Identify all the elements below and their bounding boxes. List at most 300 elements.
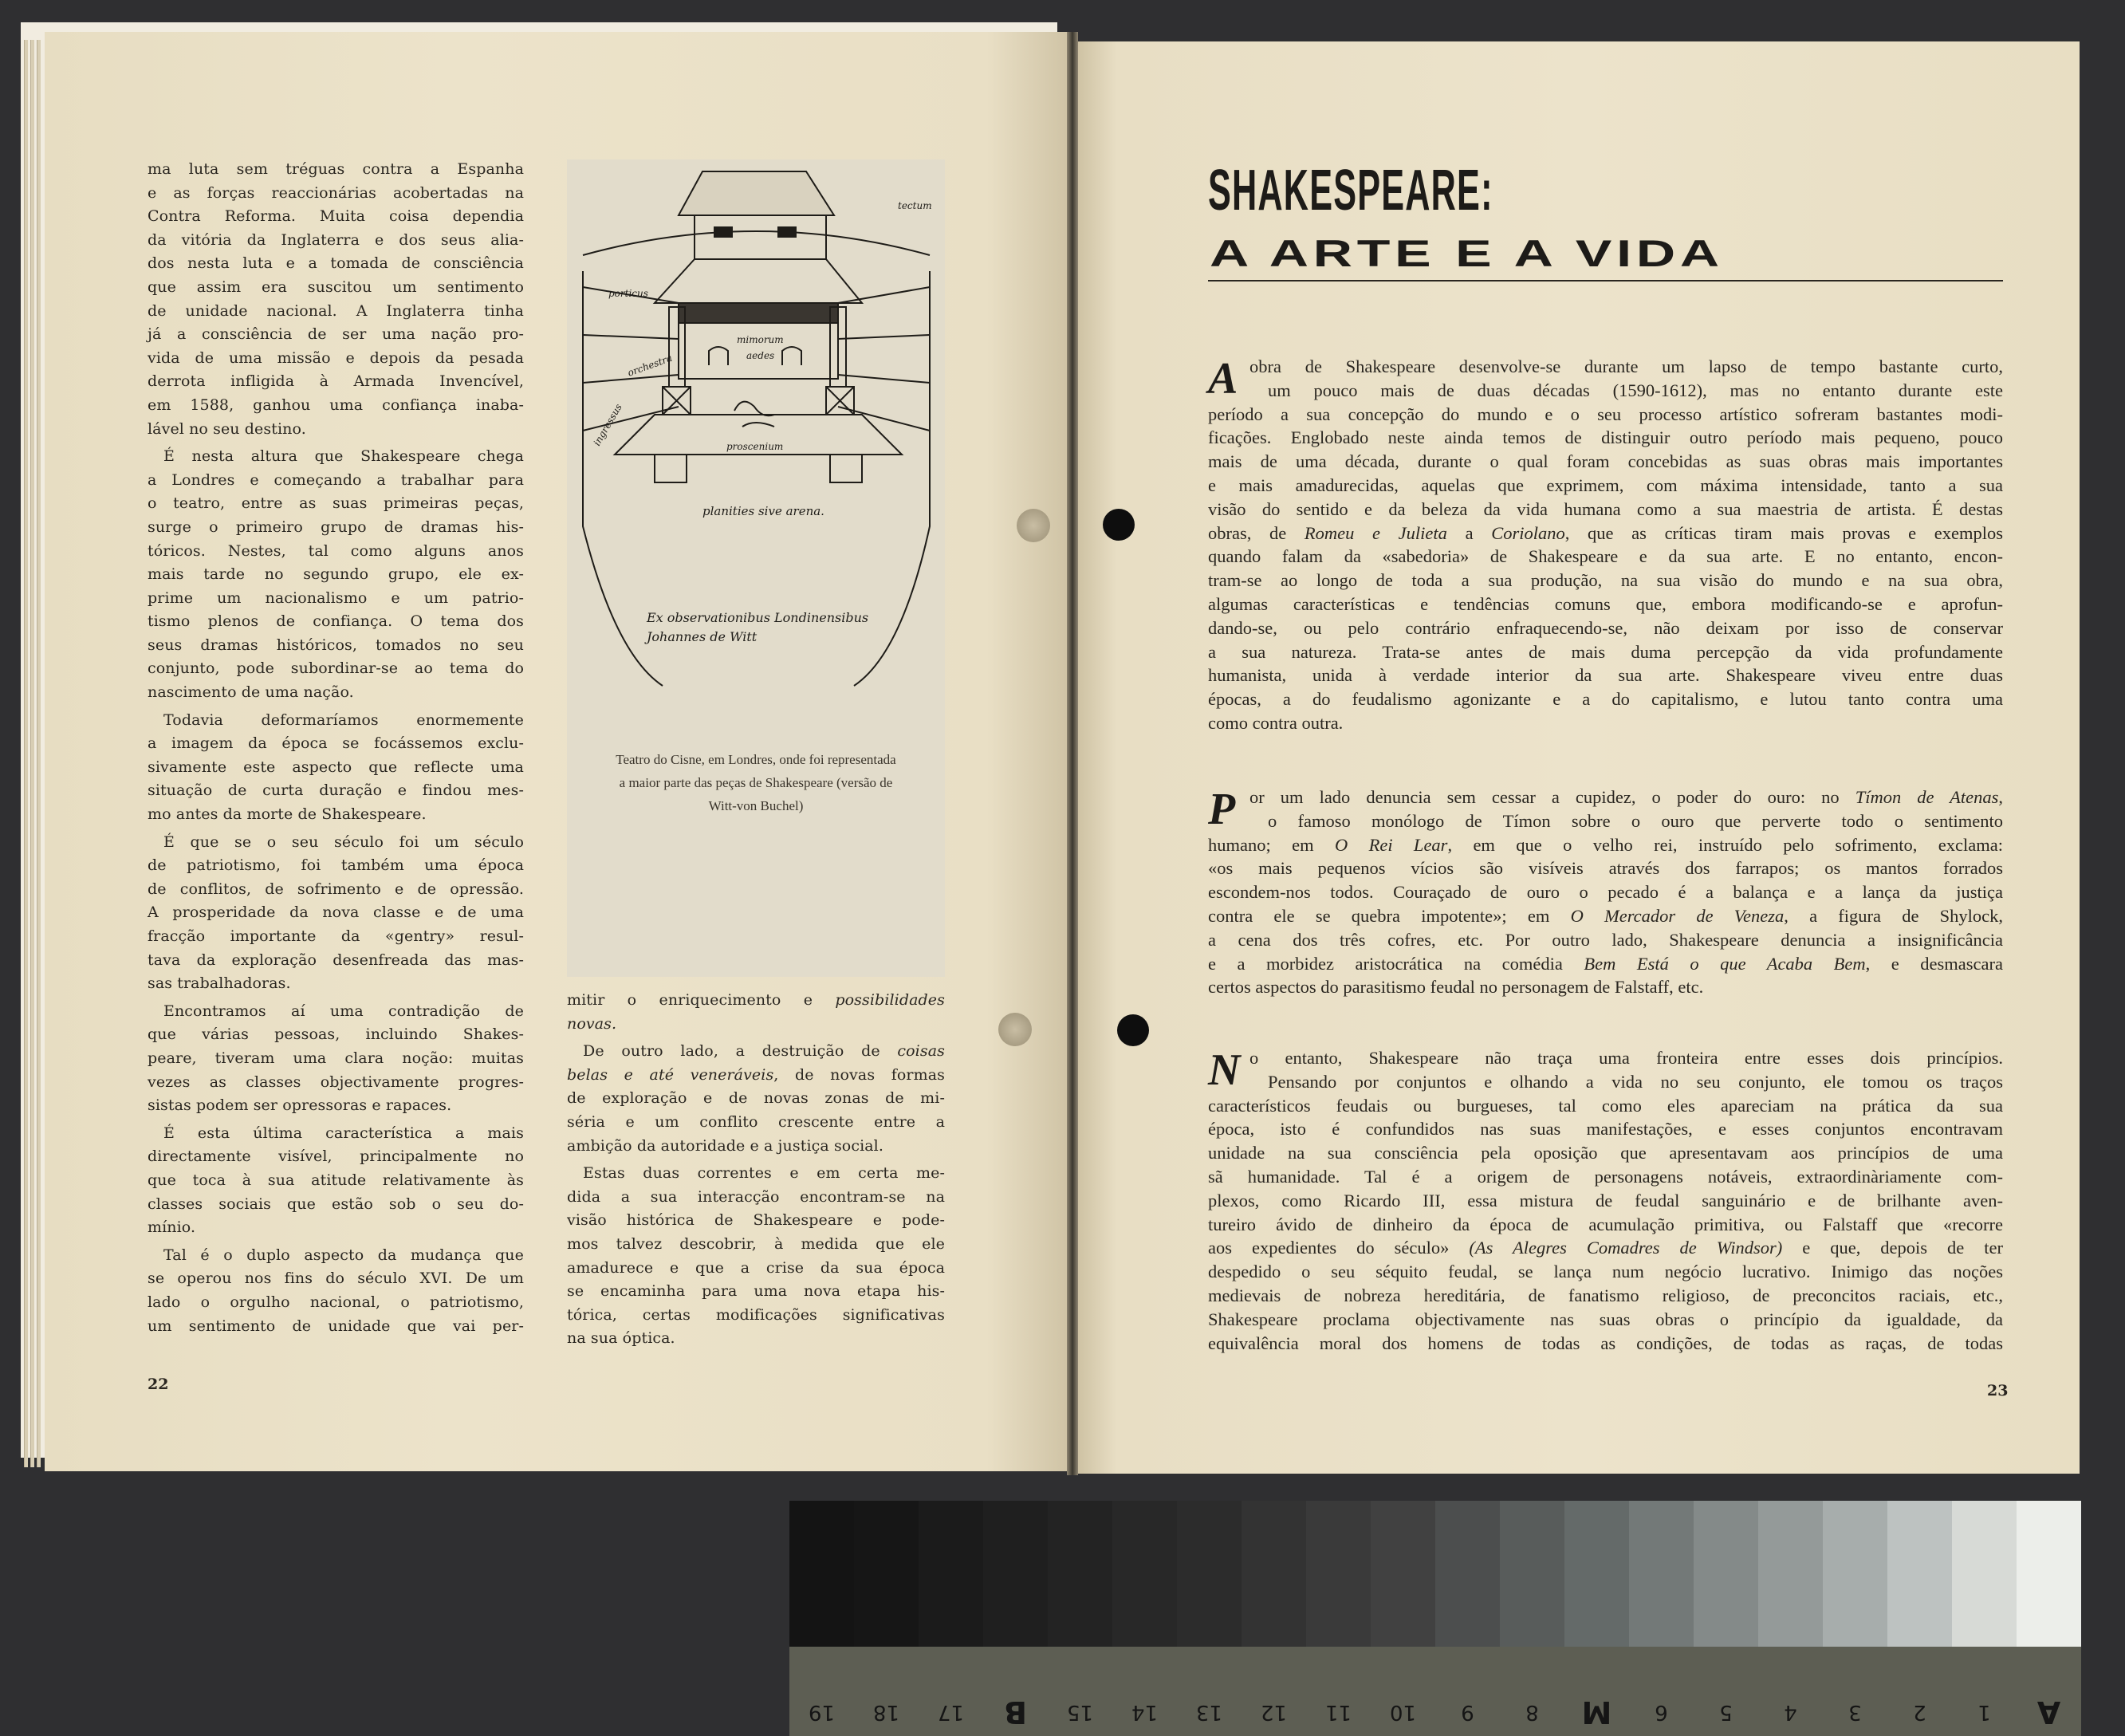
text-line <box>1208 1189 2003 1213</box>
text-line <box>148 1071 524 1095</box>
patch-label: 18 <box>872 1700 900 1724</box>
text-line <box>148 445 524 469</box>
text-line <box>148 878 524 902</box>
text-line <box>567 1257 945 1281</box>
text-line <box>148 323 524 347</box>
patch-label: 8 <box>1525 1700 1539 1724</box>
text-run: de patriotismo, foi também uma época <box>148 856 524 875</box>
text-line <box>1208 1308 2003 1332</box>
book-gutter <box>1067 32 1078 1475</box>
text-run: se encaminha para uma nova etapa his- <box>567 1282 945 1301</box>
text-run: medievais de nobreza hereditária, de fanatismo religioso, de preconcitos raciais, etc., <box>1208 1285 2003 1305</box>
italic-title: Bem Está o que Acaba Bem <box>1584 953 1866 974</box>
gray-patch <box>1371 1501 1435 1647</box>
text-run: despedido o seu séquito feudal, se lança num negócio lucrativo. Inimigo das noções <box>1208 1262 2003 1282</box>
page-number-left: 22 <box>148 1376 169 1393</box>
text-line <box>567 1040 945 1064</box>
text-run: Encontramos aí uma contradição de <box>163 1002 524 1020</box>
text-run: certos aspectos do parasitismo feudal no personagem de Falstaff, etc. <box>1208 977 1704 998</box>
text-run: mitir o enriquecimento e <box>567 991 836 1009</box>
color-calibration-target <box>789 1501 2081 1736</box>
text-run: De outro lado, a destruição de <box>583 1042 898 1061</box>
article-title: SHAKESPEARE: <box>1208 159 1493 222</box>
text-line <box>1249 1046 2003 1070</box>
label-tectum: tectum <box>898 200 932 211</box>
paragraph <box>148 1244 524 1338</box>
paragraph <box>148 1000 524 1118</box>
text-line <box>1208 640 2003 664</box>
italic-title: Tímon de Atenas <box>1855 787 1999 807</box>
patch-label: 2 <box>1913 1700 1926 1724</box>
text-run: , de novas formas <box>773 1065 945 1084</box>
text-run: quando falam da «sabedoria» de Shakespeare e da sua arte. E no entanto, encon- <box>1208 546 2003 567</box>
text-line <box>567 989 945 1013</box>
paragraph <box>148 158 524 441</box>
drop-cap: P <box>1208 785 1236 834</box>
text-line <box>1208 856 2003 880</box>
text-run: nascimento de uma nação. <box>148 683 354 702</box>
text-line <box>148 803 524 827</box>
italic-title: Romeu e Julieta <box>1304 522 1447 543</box>
text-line <box>1208 1213 2003 1237</box>
text-line <box>567 1162 945 1186</box>
gray-patches <box>789 1501 2081 1647</box>
text-run: visão do sentido e da beleza da vida humana como a sua maestria de artista. É destas <box>1208 498 2003 519</box>
text-run: ma luta sem tréguas contra a Espanha <box>148 160 524 178</box>
text-line <box>1208 880 2003 904</box>
text-line <box>148 1122 524 1146</box>
text-line <box>148 709 524 733</box>
text-line <box>1208 904 2003 928</box>
label-porticus: porticus <box>608 288 648 299</box>
gray-patch <box>1758 1501 1823 1647</box>
text-line <box>1208 616 2003 640</box>
text-line <box>148 252 524 276</box>
text-run: que toca à sua atitude relativamente às <box>148 1171 524 1189</box>
text-run: a <box>1446 522 1492 543</box>
paragraph <box>148 831 524 996</box>
text-line <box>148 1267 524 1291</box>
text-line <box>1208 403 2003 427</box>
text-line <box>1268 809 2003 833</box>
article-subtitle: A ARTE E A VIDA <box>1210 232 1724 274</box>
gray-patch <box>1952 1501 2017 1647</box>
text-run: peare, tiveram uma clara noção: muitas <box>148 1049 524 1067</box>
gray-patch <box>983 1501 1048 1647</box>
text-line <box>148 925 524 949</box>
text-run: fracção importante da «gentry» resul- <box>148 927 524 945</box>
text-run: derrota infligida à Armada Invencível, <box>148 372 524 391</box>
text-run: Pensando por conjuntos e olhando a vida no seu conjunto, ele tomou os traços <box>1268 1071 2003 1092</box>
text-line <box>567 1327 945 1351</box>
text-run: Shakespeare proclama objectivamente nas suas obras o princípio da igualdade, da <box>1208 1309 2003 1329</box>
text-run: tismo plenos de confiança. O tema dos <box>148 612 524 631</box>
text-line <box>148 949 524 973</box>
text-run: , <box>1998 787 2003 807</box>
torn-punch-hole <box>1017 509 1050 542</box>
text-line <box>148 492 524 516</box>
text-line <box>1268 1070 2003 1094</box>
text-run: tava da exploração desenfreada das mas- <box>148 951 524 969</box>
gray-patch <box>1500 1501 1564 1647</box>
figure-panel <box>567 159 945 977</box>
text-line <box>148 1169 524 1193</box>
patch-label: 13 <box>1195 1700 1223 1724</box>
caption-line: Witt-von Buchel) <box>708 798 804 813</box>
text-line <box>1208 663 2003 687</box>
patch-label: 17 <box>937 1700 965 1724</box>
text-line <box>148 563 524 587</box>
text-line <box>567 1209 945 1233</box>
text-run: classes sociais que estão sob o seu do- <box>148 1195 524 1213</box>
text-line <box>148 229 524 253</box>
text-run: unidade na sua consciência pela oposição que apresentavam aos princípios de uma <box>1208 1143 2003 1163</box>
italic-title: belas e até veneráveis <box>567 1065 774 1084</box>
text-run: a sua natureza. Trata-se antes de mais duma percepção da vida profundamente <box>1208 641 2003 662</box>
gray-patch <box>1629 1501 1694 1647</box>
left-column-1 <box>148 158 524 1342</box>
text-line <box>567 1233 945 1257</box>
punch-hole <box>1103 509 1135 541</box>
text-line <box>148 681 524 705</box>
italic-title: Coriolano <box>1491 522 1565 543</box>
text-run: «os mais pequenos vícios são visíveis através dos farrapos; os mantos forrados <box>1208 858 2003 879</box>
patch-label: 5 <box>1719 1700 1733 1724</box>
text-run: mos talvez descobrir, à medida que ele <box>567 1234 945 1253</box>
text-run: conjunto, pode subordinar-se ao tema do <box>148 659 524 678</box>
text-run: o teatro, entre as suas primeiras peças, <box>148 494 524 513</box>
patch-label: 15 <box>1066 1700 1094 1724</box>
text-run: situação de curta duração e findou mes- <box>148 781 524 800</box>
text-line <box>1208 498 2003 522</box>
label-aedes: aedes <box>746 350 775 361</box>
text-line <box>1208 474 2003 498</box>
text-line <box>1208 1117 2003 1141</box>
text-line <box>148 1315 524 1339</box>
text-line <box>148 300 524 324</box>
text-run: seus dramas históricos, tomados no seu <box>148 636 524 654</box>
patch-label: 6 <box>1655 1700 1668 1724</box>
text-line <box>1208 1165 2003 1189</box>
patch-label: 9 <box>1461 1700 1474 1724</box>
page-edge <box>37 40 41 1467</box>
text-line <box>1208 426 2003 450</box>
title-rule <box>1208 280 2003 281</box>
text-run: amadurece e que a crise da sua época <box>567 1258 945 1277</box>
text-run: que várias pessoas, incluindo Shakes- <box>148 1025 524 1044</box>
paragraph <box>567 989 945 1036</box>
text-run: plexos, como Ricardo III, essa mistura de feudal sanguinário e de brilhante aven- <box>1208 1190 2003 1210</box>
text-run: , e desmascara <box>1865 953 2003 974</box>
text-line <box>148 516 524 540</box>
text-run: mo antes da morte de Shakespeare. <box>148 805 427 824</box>
text-run: algumas características e tendências comuns que, embora modificando-se e aprofun- <box>1208 593 2003 614</box>
text-run: , que as críticas tiram mais provas e exemplos <box>1564 522 2003 543</box>
text-run: Contra Reforma. Muita coisa dependia <box>148 207 524 226</box>
text-run: surge o primeiro grupo de dramas his- <box>148 518 524 536</box>
figure-caption <box>567 748 945 817</box>
italic-title: O Mercador de Veneza <box>1570 905 1785 926</box>
text-run: dida a sua interacção encontram-se na <box>567 1187 945 1206</box>
text-line <box>148 657 524 681</box>
text-run: um sentimento de unidade que vai per- <box>148 1317 524 1335</box>
text-line <box>148 972 524 996</box>
patch-label: 12 <box>1260 1700 1288 1724</box>
text-line <box>148 756 524 780</box>
text-run: dos nesta luta e a tomada de consciência <box>148 254 524 273</box>
text-run: Todavia deformaríamos enormemente <box>163 711 524 729</box>
drop-cap: A <box>1208 354 1238 403</box>
patch-label: 14 <box>1131 1700 1159 1724</box>
gray-patch <box>1306 1501 1371 1647</box>
text-run: visão histórica de Shakespeare e pode- <box>567 1211 945 1230</box>
text-line <box>1208 1332 2003 1356</box>
text-run: lado o orgulho nacional, o patriotismo, <box>148 1293 524 1311</box>
text-line <box>148 1291 524 1315</box>
drop-cap: N <box>1208 1045 1241 1095</box>
text-line <box>148 732 524 756</box>
text-line <box>148 370 524 394</box>
text-line <box>1208 522 2003 545</box>
italic-title: O Rei Lear <box>1334 834 1448 855</box>
gray-patch <box>1435 1501 1500 1647</box>
text-run: obra de Shakespeare desenvolve-se durante um lapso de tempo bastante curto, <box>1249 356 2003 376</box>
gray-patch <box>1823 1501 1887 1647</box>
text-line <box>148 394 524 418</box>
text-line <box>1208 545 2003 569</box>
italic-title: novas. <box>567 1014 617 1033</box>
text-run: mais tarde no segundo grupo, ele ex- <box>148 565 524 584</box>
credit-line-2: Johannes de Witt <box>647 629 758 644</box>
text-run: e a morbidez aristocrática na comédia <box>1208 953 1584 974</box>
gray-patch <box>1242 1501 1306 1647</box>
roof-arc <box>583 231 930 255</box>
text-line <box>567 1135 945 1159</box>
text-line <box>1208 1236 2003 1260</box>
text-run: a Londres e começando a trabalhar para <box>148 470 524 489</box>
text-line <box>567 1087 945 1111</box>
paragraph <box>567 1162 945 1351</box>
patch-label: M <box>1581 1695 1612 1730</box>
text-line <box>148 1244 524 1268</box>
italic-title: possibilidades <box>835 991 945 1009</box>
page-edge <box>24 40 28 1467</box>
gray-patch <box>789 1501 854 1647</box>
text-run: se operou nos fins do século XVI. De um <box>148 1270 524 1288</box>
text-line <box>567 1111 945 1135</box>
text-line <box>148 469 524 493</box>
text-line <box>148 1047 524 1071</box>
caption-line: Teatro do Cisne, em Londres, onde foi representada <box>616 752 896 767</box>
text-run: vida de uma missão e depois da pesada <box>148 348 524 367</box>
text-run: que assim era suscitou um sentimento <box>148 278 524 296</box>
text-run: tureiro ávido de dinheiro da época de acumulação primitiva, ou Falstaff que «recorre <box>1208 1214 2003 1234</box>
patch-labels <box>789 1647 2081 1736</box>
text-run: sistas podem ser opressoras e rapaces. <box>148 1096 452 1115</box>
text-line <box>148 540 524 564</box>
label-mimorum: mimorum <box>737 334 784 345</box>
text-line <box>148 831 524 855</box>
text-line <box>1208 450 2003 474</box>
paragraph <box>567 1040 945 1158</box>
caption-line: a maior parte das peças de Shakespeare (versão de <box>619 775 893 790</box>
text-line <box>1249 785 2003 809</box>
gray-patch <box>854 1501 919 1647</box>
text-run: , a figura de Shylock, <box>1784 905 2004 926</box>
swan-theatre-drawing <box>567 159 945 710</box>
torn-punch-hole <box>998 1013 1032 1046</box>
page-number-right: 23 <box>1987 1382 2009 1399</box>
text-run: o famoso monólogo de Tímon sobre o ouro que perverte todo o sentimento <box>1268 810 2003 831</box>
gray-patch <box>2017 1501 2081 1647</box>
text-line <box>1208 1260 2003 1284</box>
text-line <box>148 182 524 206</box>
text-run: de unidade nacional. A Inglaterra tinha <box>148 301 524 320</box>
text-line <box>148 779 524 803</box>
text-line <box>567 1064 945 1088</box>
page-edge <box>30 40 34 1467</box>
text-run: directamente visível, principalmente no <box>148 1147 524 1166</box>
text-run: da vitória da Inglaterra e dos seus alia- <box>148 230 524 249</box>
text-run: e mais amadurecidas, aquelas que exprimem, com máxima intensidade, tanto a sua <box>1208 474 2003 495</box>
text-run: e as forças reaccionárias acobertadas na <box>148 183 524 202</box>
text-run: a imagem da época se focássemos exclu- <box>148 734 524 753</box>
text-line <box>148 610 524 634</box>
text-run: tram-se ao longo de toda a sua produção, na sua visão do mundo e na sua obra, <box>1208 570 2003 591</box>
text-run: épocas, a do feudalismo agonizante e a do capitalismo, e lutou tanto contra uma <box>1208 689 2003 710</box>
gray-patch <box>1048 1501 1112 1647</box>
text-line <box>567 1280 945 1304</box>
paragraph <box>1208 355 2003 735</box>
text-line <box>1208 952 2003 976</box>
text-run: aos expedientes do século» <box>1208 1238 1470 1258</box>
text-run: mais de uma década, durante o qual foram concebidas as suas obras mais importantes <box>1208 451 2003 472</box>
text-line <box>148 1193 524 1217</box>
text-line <box>148 418 524 442</box>
text-run: É esta última característica a mais <box>163 1124 524 1142</box>
paragraph <box>148 1122 524 1240</box>
text-run: como contra outra. <box>1208 712 1344 733</box>
patch-label: 19 <box>808 1700 836 1724</box>
text-line <box>148 634 524 658</box>
text-run: vezes as classes objectivamente progres- <box>148 1073 524 1091</box>
text-line <box>148 276 524 300</box>
italic-title: coisas <box>897 1042 945 1061</box>
text-run: É nesta altura que Shakespeare chega <box>163 447 524 466</box>
text-line <box>148 1000 524 1024</box>
text-run: dando-se, ou pelo contrário enfraquecendo-se, não deixam por isso de conservar <box>1208 617 2003 638</box>
text-line <box>148 1094 524 1118</box>
text-run: tórica, certas modificações significativas <box>567 1305 945 1324</box>
text-line <box>1208 1094 2003 1118</box>
text-line <box>1208 975 2003 999</box>
text-run: or um lado denuncia sem cessar a cupidez, o poder do ouro: no <box>1249 787 1855 807</box>
text-run: humano; em <box>1208 834 1335 855</box>
text-line <box>1208 687 2003 711</box>
text-line <box>148 1145 524 1169</box>
text-line <box>148 854 524 878</box>
text-run: séria e um conflito crescente entre a <box>567 1112 945 1131</box>
text-line <box>1208 1141 2003 1165</box>
text-run: e que, depois de ter <box>1782 1238 2003 1258</box>
text-line <box>567 1186 945 1210</box>
text-run: prime um nacionalismo e um patrio- <box>148 589 524 607</box>
text-run: período a sua concepção do mundo e o seu processo artístico sofreram bastantes modi- <box>1208 403 2003 424</box>
gray-patch <box>1694 1501 1758 1647</box>
text-run: de conflitos, de sofrimento e de opressão. <box>148 880 524 898</box>
patch-label: 3 <box>1848 1700 1862 1724</box>
patch-label: A <box>2036 1695 2061 1730</box>
text-line <box>148 158 524 182</box>
label-proscenium: proscenium <box>726 441 784 452</box>
text-run: época, isto é confundidos nas suas manifestações, e esses conjuntos encontravam <box>1208 1119 2003 1140</box>
text-run: A prosperidade da nova classe e de uma <box>148 903 524 922</box>
patch-label: 4 <box>1784 1700 1797 1724</box>
text-run: sas trabalhadoras. <box>148 974 291 993</box>
text-line <box>1249 355 2003 379</box>
text-run: ambição da autoridade e a justiça social. <box>567 1136 883 1155</box>
text-line <box>1208 592 2003 616</box>
text-run: escondem-nos todos. Couraçado de ouro o pecado é a balança e a lança da justiça <box>1208 882 2003 903</box>
text-line <box>148 1023 524 1047</box>
text-line <box>1208 569 2003 592</box>
paragraph <box>148 445 524 705</box>
text-run: equivalência moral dos homens de todas as condições, de todas as raças, de todas <box>1208 1333 2003 1353</box>
text-line <box>148 347 524 371</box>
left-column-2 <box>567 989 945 1355</box>
text-line <box>1268 379 2003 403</box>
label-ingressus: ingressus <box>591 402 624 448</box>
text-run: na sua óptica. <box>567 1329 675 1348</box>
text-run: mínio. <box>148 1218 196 1237</box>
patch-label: B <box>1004 1695 1027 1730</box>
italic-title: (As Alegres Comadres de Windsor) <box>1469 1238 1783 1258</box>
text-run: o entanto, Shakespeare não traça uma fronteira entre esses dois princípios. <box>1249 1048 2003 1068</box>
text-run: contra ele se quebra impotente»; em <box>1208 905 1571 926</box>
label-planities: planities sive arena. <box>702 504 824 518</box>
text-run: em 1588, ganhou uma confiança inaba- <box>148 396 524 414</box>
text-run: um pouco mais de duas décadas (1590-1612), mas no entanto durante este <box>1268 380 2003 400</box>
paragraph <box>1208 785 2003 999</box>
paragraph <box>1208 1046 2003 1355</box>
text-line <box>148 205 524 229</box>
text-run: , em que o velho rei, instruído pelo sofrimento, exclama: <box>1447 834 2003 855</box>
text-line <box>148 587 524 611</box>
patch-label: 10 <box>1389 1700 1417 1724</box>
paragraph <box>148 709 524 827</box>
patch-label: 11 <box>1324 1700 1352 1724</box>
text-run: Estas duas correntes e em certa me- <box>583 1164 945 1183</box>
text-run: obras, de <box>1208 522 1305 543</box>
text-line <box>1208 711 2003 735</box>
text-run: ficações. Englobado neste ainda temos de distinguir outro período mais pequeno, pouco <box>1208 427 2003 448</box>
text-run: já a consciência de ser uma nação pro- <box>148 325 524 344</box>
text-run: lável no seu destino. <box>148 419 306 438</box>
credit-line-1: Ex observationibus Londinensibus <box>647 610 869 625</box>
text-line <box>1208 928 2003 952</box>
text-run: sã humanidade. Tal é a origem de personagens notáveis, extraordinàriamente com- <box>1208 1166 2003 1187</box>
patch-label: 1 <box>1977 1700 1991 1724</box>
text-run: a cena dos três cofres, etc. Por outro lado, Shakespeare denuncia a insignificância <box>1208 929 2003 950</box>
text-run: humanista, unida à verdade interior da sua arte. Shakespeare viveu entre duas <box>1208 665 2003 686</box>
text-line <box>148 1216 524 1240</box>
punch-hole <box>1117 1014 1149 1046</box>
gray-patch <box>1887 1501 1952 1647</box>
text-run: tóricos. Nestes, tal como alguns anos <box>148 541 524 560</box>
text-line <box>567 1304 945 1328</box>
text-run: de exploração e de novas zonas de mi- <box>567 1089 945 1108</box>
text-line <box>148 901 524 925</box>
